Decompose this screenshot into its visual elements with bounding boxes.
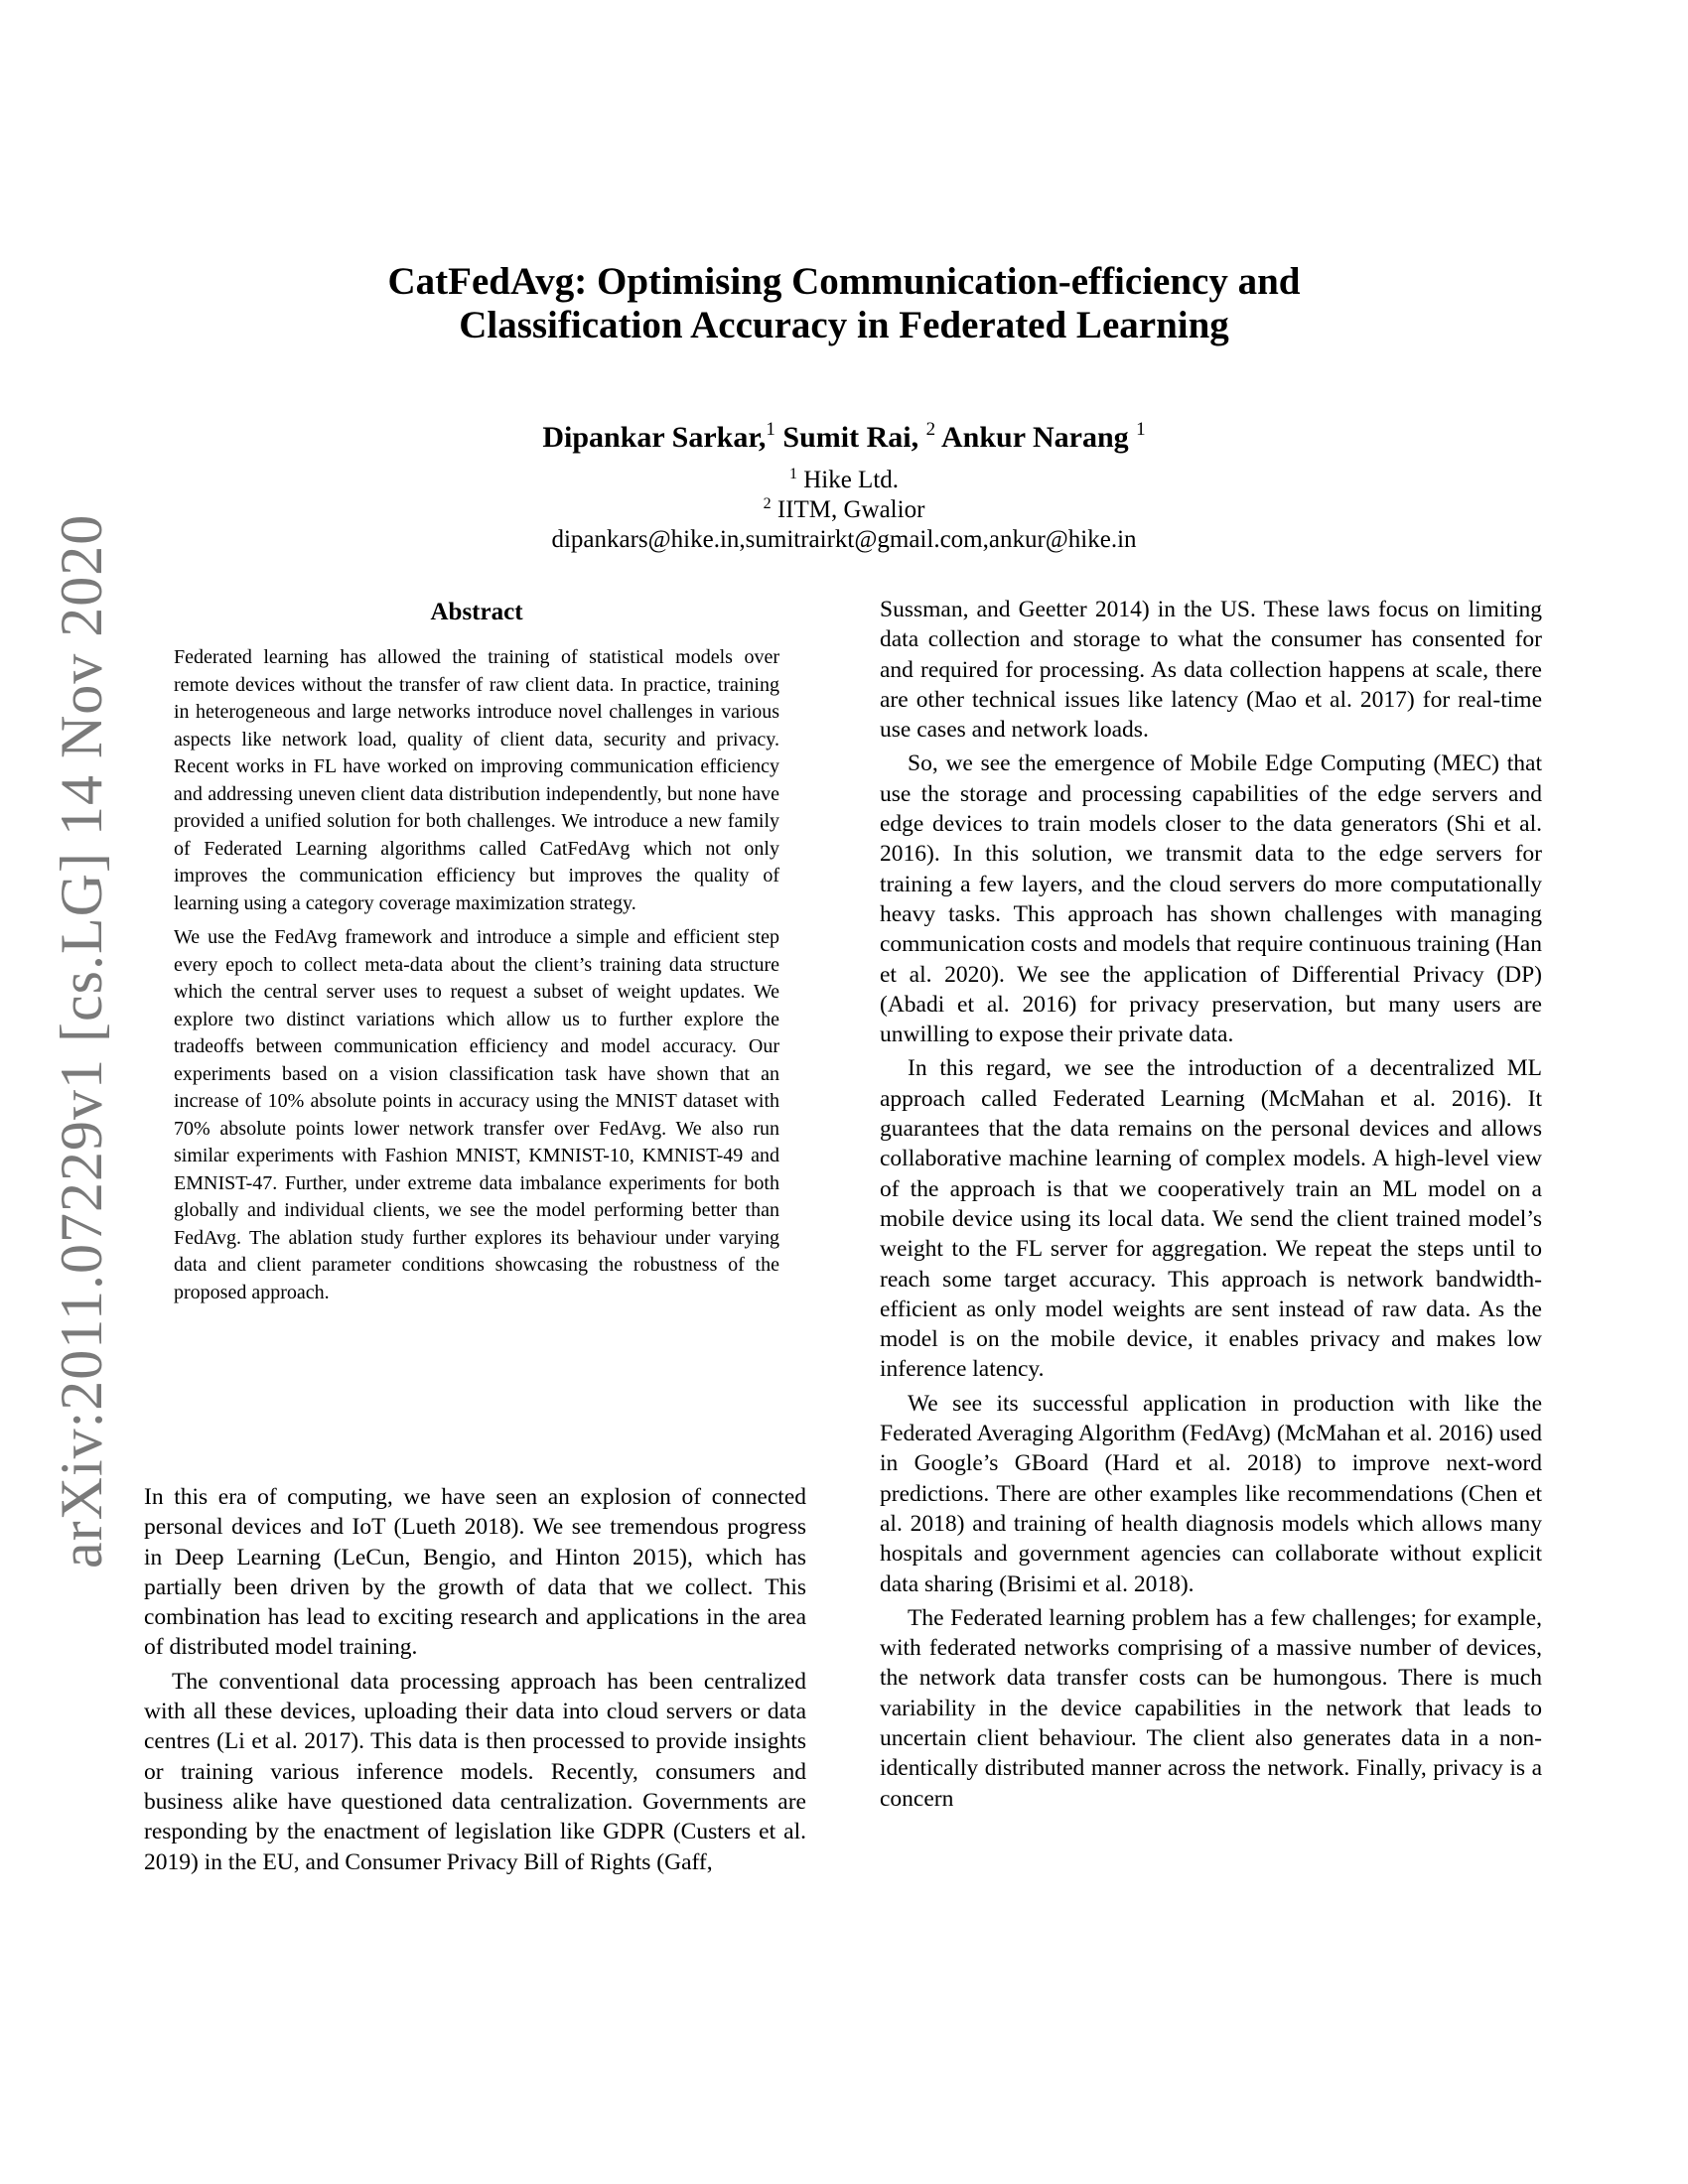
body-paragraph: The conventional data processing approach has been centralized with all these devices, uploading their data into cloud servers or data centres (Li et al. 2017). This data is then processed to provide insights or training various inference models. Recently, consumers and business alike have questioned data centralization. Governments are responding by the enactment of legislation like GDPR (Custers et al. 2019) in the EU, and Consumer Privacy Bill of Rights (Gaff, (144, 1668, 806, 1875)
body-paragraph: In this regard, we see the introduction of a decentralized ML approach called Federated Learning (McMahan et al. 2016). It guarantees that the data remains on the personal devices and allows collaborative machine learning of complex models. A high-level view of the approach is that we cooperatively train an ML model on a mobile device using its local data. We send the client trained model’s weight to the FL server for aggregation. We repeat the steps until to reach some target accuracy. This approach is network bandwidth-efficient as only model weights are sent instead of raw data. As the model is on the mobile device, it enables privacy and makes low inference latency. (880, 1055, 1542, 1383)
author-affiliation-mark: 1 (766, 419, 775, 440)
affiliation-2 (298, 495, 1390, 525)
left-column-body (144, 1482, 806, 1881)
body-paragraph: We see its successful application in production with like the Federated Averaging Algorithm (FedAvg) (McMahan et al. 2016) used in Google’s GBoard (Hard et al. 2018) to improve next-word predictions. There are other examples like recommendations (Chen et al. 2018) and training of health diagnosis models which allows many hospitals and government agencies can collaborate without explicit data sharing (Brisimi et al. 2018). (880, 1390, 1542, 1597)
paper-title-line-2: Classification Accuracy in Federated Learning (459, 304, 1229, 346)
affiliation-mark: 2 (763, 495, 772, 512)
affiliation-text: IITM, Gwalior (776, 496, 925, 523)
paper-title-line-1: CatFedAvg: Optimising Communication-efficiency and (387, 260, 1301, 303)
author-affiliation-mark: 1 (1136, 419, 1146, 440)
affiliation-mark: 1 (788, 466, 797, 482)
paper-title (298, 260, 1390, 347)
body-paragraph: In this era of computing, we have seen an explosion of connected personal devices and IoT (Lueth 2018). We see tremendous progress in Deep Learning (LeCun, Bengio, and Hinton 2015), which has partially been driven by the growth of data that we collect. This combination has lead to exciting research and applications in the area of distributed model training. (144, 1484, 806, 1661)
body-paragraph: Sussman, and Geetter 2014) in the US. These laws focus on limiting data collection and storage to what the consumer has consented for and required for processing. As data collection happens at scale, there are other technical issues like latency (Mao et al. 2017) for real-time use cases and network loads. (880, 597, 1542, 744)
author-name: Dipankar Sarkar, (542, 421, 767, 454)
author-name: Sumit Rai, (782, 421, 919, 454)
abstract-body (174, 644, 779, 1313)
body-paragraph: So, we see the emergence of Mobile Edge Computing (MEC) that use the storage and processing capabilities of the edge servers and edge devices to train models closer to the data generators (Shi et al. 2016). In this solution, we transmit data to the edge servers for training a few layers, and the cloud servers do more computationally heavy tasks. This approach has shown challenges with managing communication costs and models that require continuous training (Han et al. 2020). We see the application of Differential Privacy (DP) (Abadi et al. 2016) for privacy preservation, but many users are unwilling to expose their private data. (880, 751, 1542, 1048)
body-paragraph: The Federated learning problem has a few challenges; for example, with federated networks comprising of a massive number of devices, the network data transfer costs can be humongous. There is much variability in the device capabilities in the network that leads to uncertain client behaviour. The client also generates data in a non-identically distributed manner across the network. Finally, privacy is a concern (880, 1604, 1542, 1812)
abstract-paragraph: Federated learning has allowed the training of statistical models over remote devices without the transfer of raw client data. In practice, training in heterogeneous and large networks introduce novel challenges in various aspects like network load, quality of client data, security and privacy. Recent works in FL have worked on improving communication efficiency and addressing uneven client data distribution independently, but none have provided a unified solution for both challenges. We introduce a new family of Federated Learning algorithms called CatFedAvg which not only improves the communication efficiency but improves the quality of learning using a category coverage maximization strategy. (174, 646, 779, 914)
author-list (298, 420, 1390, 456)
abstract-paragraph: We use the FedAvg framework and introduce a simple and efficient step every epoch to collect meta-data about the client’s training data structure which the central server uses to request a subset of weight updates. We explore two distinct variations which allow us to further explore the tradeoffs between communication efficiency and model accuracy. Our experiments based on a vision classification task have shown that an increase of 10% absolute points in accuracy using the MNIST dataset with 70% absolute points lower network transfer over FedAvg. We also run similar experiments with Fashion MNIST, KMNIST-10, KMNIST-49 and EMNIST-47. Further, under extreme data imbalance experiments for both globally and individual clients, we see the model performing better than FedAvg. The ablation study further explores its behaviour under varying data and client parameter conditions showcasing the robustness of the proposed approach. (174, 926, 779, 1303)
author-affiliation-mark: 2 (925, 419, 936, 440)
arxiv-identifier-stamp: arXiv:2011.07229v1 [cs.LG] 14 Nov 2020 (49, 513, 114, 1569)
affiliation-1 (298, 466, 1390, 495)
affiliation-text: Hike Ltd. (803, 467, 900, 493)
author-emails: dipankars@hike.in,sumitrairkt@gmail.com,ankur@hike.in (551, 526, 1137, 553)
author-name: Ankur Narang (940, 421, 1129, 454)
abstract-heading: Abstract (430, 599, 523, 625)
right-column-body (880, 595, 1542, 1818)
